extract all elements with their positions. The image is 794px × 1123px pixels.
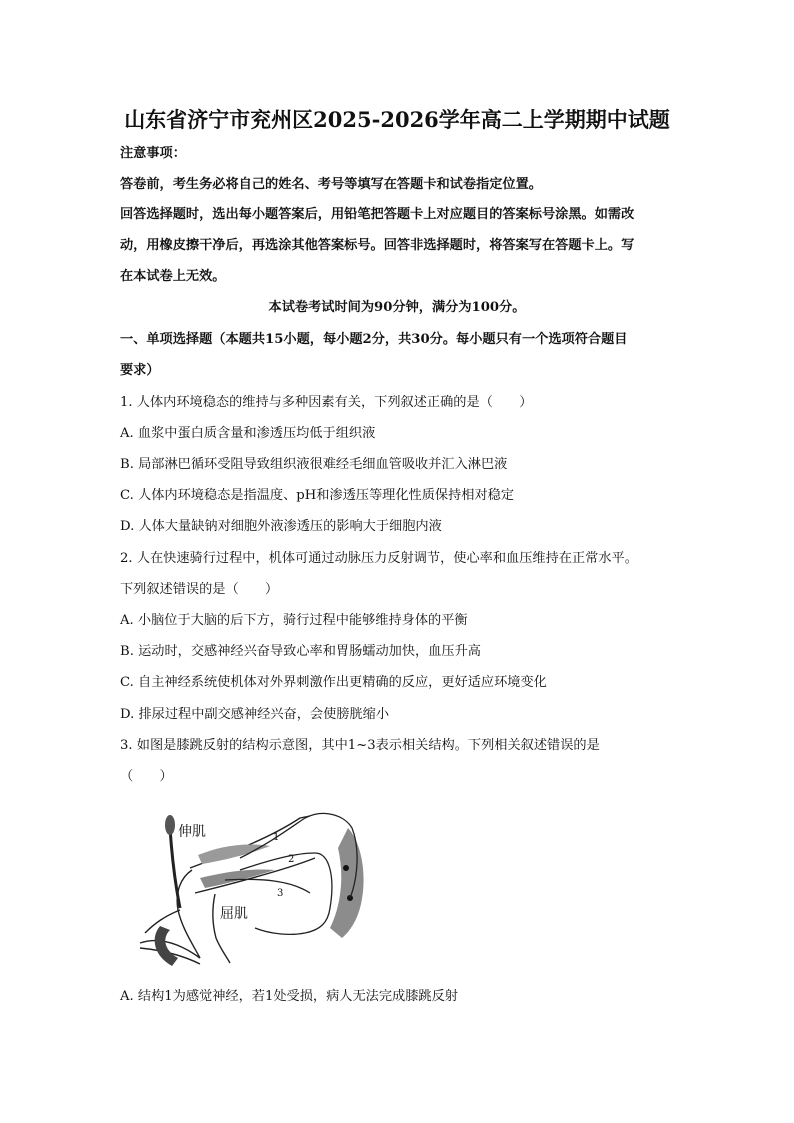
question-2-option-a: A. 小脑位于大脑的后下方，骑行过程中能够维持身体的平衡 bbox=[120, 613, 468, 628]
notice-heading: 注意事项： bbox=[120, 146, 186, 161]
notice-item-2-line-2: 动，用橡皮擦干净后，再选涂其他答案标号。回答非选择题时，将答案写在答题卡上。写 bbox=[120, 238, 635, 253]
section-1-heading-line-1: 一、单项选择题（本题共15小题，每小题2分，共30分。每小题只有一个选项符合题目 bbox=[120, 332, 628, 347]
question-3-option-a: A. 结构1为感觉神经，若1处受损，病人无法完成膝跳反射 bbox=[120, 989, 458, 1004]
muscle-shading bbox=[198, 844, 275, 888]
question-2-option-c: C. 自主神经系统使机体对外界刺激作出更精确的反应，更好适应环境变化 bbox=[120, 675, 547, 690]
spinal-cord-illustration bbox=[330, 828, 364, 938]
exam-info: 本试卷考试时间为90分钟，满分为100分。 bbox=[268, 300, 526, 315]
question-1-option-d: D. 人体大量缺钠对细胞外液渗透压的影响大于细胞内液 bbox=[120, 519, 442, 534]
question-3-stem-line-1: 3. 如图是膝跳反射的结构示意图，其中1~3表示相关结构。下列相关叙述错误的是 bbox=[120, 738, 600, 753]
section-1-heading-line-2: 要求） bbox=[120, 363, 160, 378]
page-title: 山东省济宁市兖州区2025-2026学年高二上学期期中试题 bbox=[124, 107, 670, 132]
label-structure-2: 2 bbox=[288, 854, 295, 865]
knee-jerk-reflex-figure bbox=[120, 798, 390, 973]
question-2-stem-line-1: 2. 人在快速骑行过程中，机体可通过动脉压力反射调节，使心率和血压维持在正常水平。 bbox=[120, 551, 638, 566]
notice-item-2-line-1: 回答选择题时，选出每小题答案后，用铅笔把答题卡上对应题目的答案标号涂黑。如需改 bbox=[120, 207, 635, 222]
label-flexor: 屈肌 bbox=[220, 906, 248, 922]
question-1-option-c: C. 人体内环境稳态是指温度、pH和渗透压等理化性质保持相对稳定 bbox=[120, 488, 515, 503]
label-structure-1: 1 bbox=[273, 832, 280, 843]
leg-illustration bbox=[140, 816, 315, 964]
leg-kick-arrow bbox=[155, 926, 178, 966]
question-1-stem: 1. 人体内环境稳态的维持与多种因素有关，下列叙述正确的是（ ） bbox=[120, 395, 533, 410]
question-2-option-d: D. 排尿过程中副交感神经兴奋，会使膀胱缩小 bbox=[120, 707, 390, 722]
label-structure-3: 3 bbox=[277, 888, 284, 899]
question-1-option-a: A. 血浆中蛋白质含量和渗透压均低于组织液 bbox=[120, 426, 376, 441]
notice-item-2-line-3: 在本试卷上无效。 bbox=[120, 269, 226, 284]
question-3-stem-line-2: （ ） bbox=[120, 769, 173, 784]
label-extensor: 伸肌 bbox=[178, 824, 206, 840]
notice-item-1: 答卷前，考生务必将自己的姓名、考号等填写在答题卡和试卷指定位置。 bbox=[120, 177, 542, 192]
question-2-stem-line-2: 下列叙述错误的是（ ） bbox=[120, 582, 279, 597]
question-2-option-b: B. 运动时，交感神经兴奋导致心率和胃肠蠕动加快，血压升高 bbox=[120, 644, 481, 659]
question-1-option-b: B. 局部淋巴循环受阻导致组织液很难经毛细血管吸收并汇入淋巴液 bbox=[120, 457, 508, 472]
